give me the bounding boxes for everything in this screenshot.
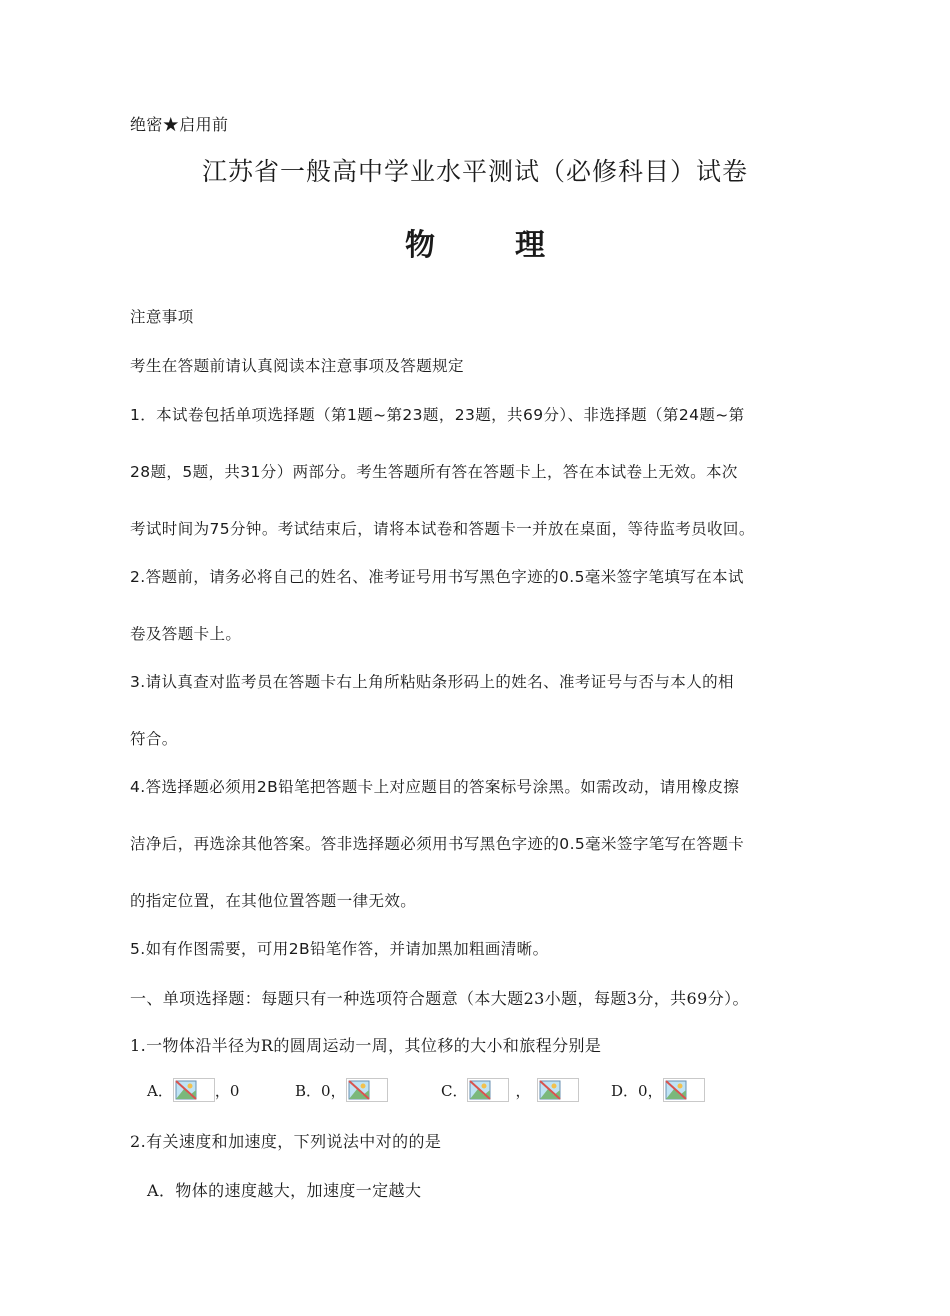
notice-line: 5.如有作图需要，可用2B铅笔作答，并请加黑加粗画清晰。	[130, 940, 549, 958]
option-c	[441, 1078, 579, 1102]
option-b	[295, 1078, 388, 1102]
notice-line: 3.请认真查对监考员在答题卡右上角所粘贴条形码上的姓名、准考证号与否与本人的相	[130, 673, 734, 691]
section-heading: 一、单项选择题：每题只有一种选项符合题意（本大题23小题，每题3分，共69分）。	[130, 989, 749, 1008]
subject-title	[0, 220, 950, 264]
question-1-stem: 1.一物体沿半径为R的圆周运动一周，其位移的大小和旅程分别是	[130, 1036, 602, 1055]
option-d	[611, 1078, 705, 1102]
formula-image-icon	[346, 1078, 388, 1102]
option-a-label: A．	[147, 1081, 173, 1100]
option-b-label: B．0，	[295, 1081, 346, 1100]
question-2-stem: 2.有关速度和加速度，下列说法中对的的是	[130, 1132, 442, 1151]
confidential-mark: 绝密★启用前	[130, 115, 229, 134]
option-d-label: D．0，	[611, 1081, 663, 1100]
formula-image-icon	[663, 1078, 705, 1102]
notice-intro: 考生在答题前请认真阅读本注意事项及答题规定	[130, 357, 464, 375]
option-c-label: C．	[441, 1081, 468, 1100]
notice-heading: 注意事项	[130, 308, 194, 326]
formula-image-icon	[467, 1078, 509, 1102]
notice-line: 符合。	[130, 730, 178, 748]
notice-line: 4.答选择题必须用2B铅笔把答题卡上对应题目的答案标号涂黑。如需改动，请用橡皮擦	[130, 778, 740, 796]
subject-char-2: 理	[515, 228, 545, 263]
notice-line: 的指定位置，在其他位置答题一律无效。	[130, 892, 417, 910]
exam-title: 江苏省一般高中学业水平测试（必修科目）试卷	[201, 157, 748, 186]
formula-image-icon	[173, 1078, 215, 1102]
subject-char-1: 物	[405, 228, 435, 263]
option-c-separator: ，	[515, 1081, 531, 1100]
notice-line: 卷及答题卡上。	[130, 625, 242, 643]
formula-image-icon	[537, 1078, 579, 1102]
notice-line: 洁净后，再选涂其他答案。答非选择题必须用书写黑色字迹的0.5毫米签字笔写在答题卡	[130, 835, 745, 853]
notice-line: 2.答题前，请务必将自己的姓名、准考证号用书写黑色字迹的0.5毫米签字笔填写在本试	[130, 568, 744, 586]
notice-line: 考试时间为75分钟。考试结束后，请将本试卷和答题卡一并放在桌面，等待监考员收回。	[130, 520, 755, 538]
option-a	[147, 1078, 239, 1102]
notice-line: 1．本试卷包括单项选择题（第1题~第23题，23题，共69分）、非选择题（第24题~第	[130, 406, 745, 424]
option-a-value: ，0	[214, 1081, 240, 1100]
notice-line: 28题，5题，共31分）两部分。考生答题所有答在答题卡上，答在本试卷上无效。本次	[130, 463, 738, 481]
question-2-option-a: A．物体的速度越大，加速度一定越大	[147, 1181, 422, 1200]
